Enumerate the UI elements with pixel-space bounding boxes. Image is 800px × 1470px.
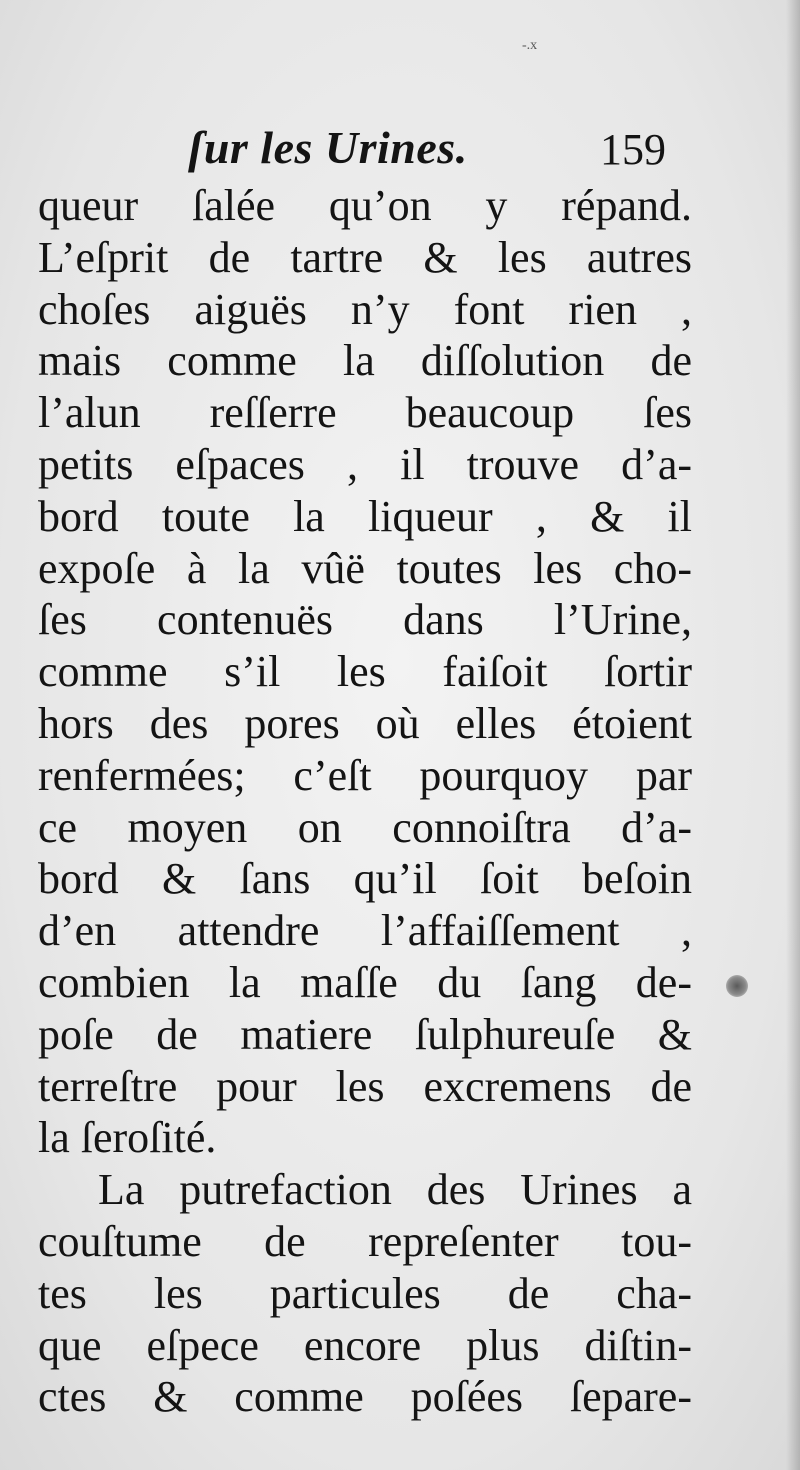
page-header — [0, 118, 800, 188]
text-line: L’eſprit de tartre & les autres — [38, 232, 692, 282]
text-line: renfermées; c’eſt pourquoy par — [38, 750, 692, 800]
text-line: comme s’il les faiſoit ſortir — [38, 647, 692, 697]
text-line: mais comme la diſſolution de — [38, 336, 692, 386]
text-line: queur ſalée qu’on y répand. — [38, 181, 692, 230]
text-line: poſe de matiere ſulphureuſe & — [38, 1009, 692, 1059]
paragraph-end-line: la ſeroſité. — [38, 1113, 217, 1163]
text-line: tes les particules de cha- — [38, 1268, 692, 1318]
text-line: combien la maſſe du ſang de- — [38, 957, 692, 1007]
text-line: que eſpece encore plus diſtin- — [38, 1320, 692, 1370]
text-line: l’alun reſſerre beaucoup ſes — [38, 388, 692, 438]
text-line: ctes & comme poſées ſepare- — [38, 1372, 692, 1422]
body-text — [38, 180, 692, 1423]
text-line: ce moyen on connoiſtra d’a- — [38, 802, 692, 852]
text-line: hors des pores où elles étoient — [38, 698, 692, 748]
page-number: 159 — [600, 125, 666, 174]
text-line: bord toute la liqueur , & il — [38, 491, 692, 541]
ink-spot — [726, 975, 748, 997]
text-line: petits eſpaces , il trouve d’a- — [38, 439, 692, 489]
top-margin-mark: -.x — [522, 38, 538, 53]
paragraph-start-line: La putrefaction des Urines a — [98, 1165, 692, 1215]
text-line: ſes contenuës dans l’Urine, — [38, 595, 692, 645]
running-head: ſur les Urines. — [188, 122, 468, 173]
text-line: couſtume de repreſenter tou- — [38, 1216, 692, 1266]
text-line: terreſtre pour les excremens de — [38, 1061, 692, 1111]
text-line: expoſe à la vûë toutes les cho- — [38, 543, 692, 593]
text-line: bord & ſans qu’il ſoit beſoin — [38, 854, 692, 904]
text-line: choſes aiguës n’y font rien , — [38, 284, 692, 334]
page-edge-shadow — [786, 0, 800, 1470]
text-line: d’en attendre l’affaiſſement , — [38, 906, 692, 956]
